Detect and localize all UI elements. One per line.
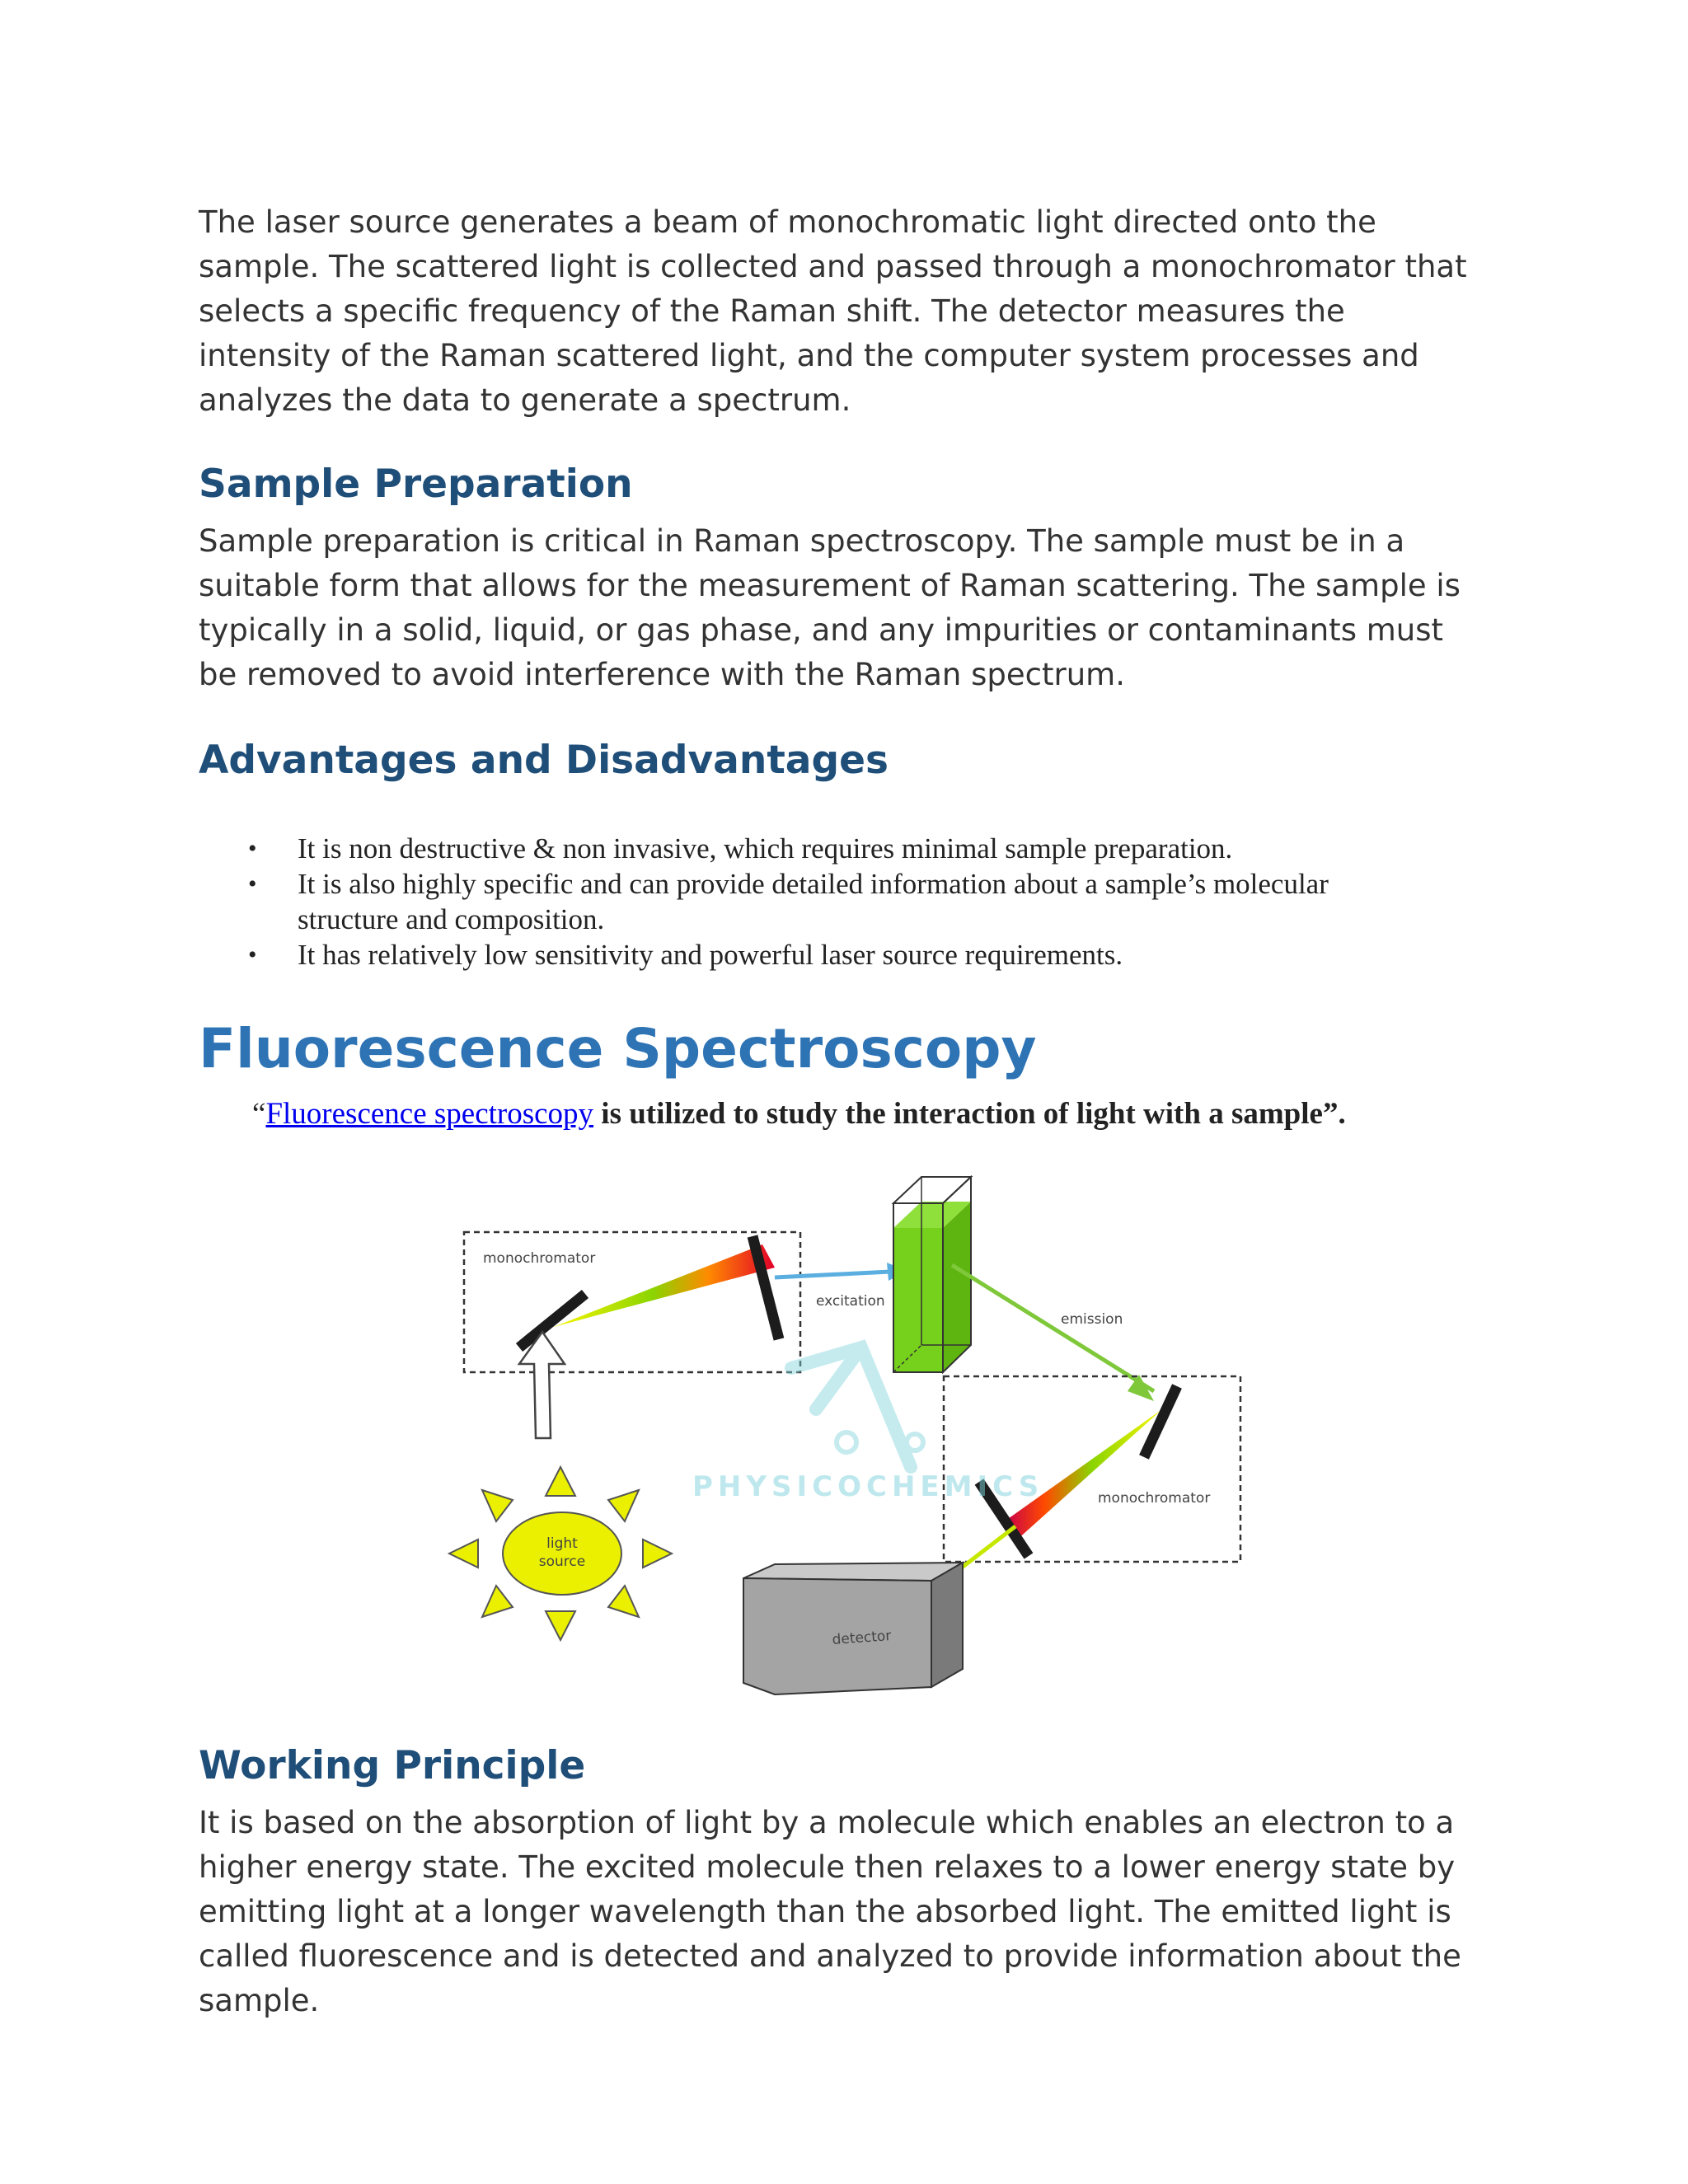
light-source-label-2: source — [538, 1554, 586, 1570]
intro-paragraph: The laser source generates a beam of monochromatic light directed onto the sample. The scattered light is collected and passed through a monochromator that selects a specific frequency of the Raman shift. The detector measures the intensity of the Raman scattered light, and the computer system processes and analyzes the data to generate a spectrum. — [199, 204, 1467, 418]
cuvette-icon — [893, 1177, 971, 1372]
sample-preparation-paragraph: Sample preparation is critical in Raman spectroscopy. The sample must be in a suitable form that allows for the measurement of Raman scattering. The sample is typically in a solid, liquid, or gas phase, and any impurities or contaminants must be removed to avoid interference with the Raman spectrum. — [199, 523, 1461, 692]
advantages-list — [199, 831, 1435, 972]
excitation-label: excitation — [816, 1293, 885, 1310]
bullet-icon: • — [248, 835, 257, 862]
fluorescence-spectroscopy-link[interactable]: Fluorescence spectroscopy — [265, 1097, 594, 1131]
quote-open-mark: “ — [252, 1097, 266, 1131]
monochromator-top-label: monochromator — [483, 1250, 596, 1267]
bullet-icon: • — [248, 870, 257, 898]
sample-preparation-heading: Sample Preparation — [199, 462, 633, 507]
advantages-heading: Advantages and Disadvantages — [199, 738, 889, 783]
list-item-text: It has relatively low sensitivity and powerful laser source requirements. — [298, 939, 1123, 971]
fluorescence-setup-diagram — [429, 1162, 1253, 1698]
working-principle-heading: Working Principle — [199, 1743, 586, 1788]
detector-icon — [743, 1563, 963, 1694]
quote-rest: is utilized to study the interaction of light with a sample”. — [593, 1097, 1346, 1131]
detector-label: detector — [831, 1628, 892, 1648]
fluorescence-quote — [252, 1096, 1346, 1132]
fluorescence-title: Fluorescence Spectroscopy — [199, 1017, 1037, 1080]
bullet-icon: • — [248, 941, 257, 968]
list-item-text: It is also highly specific and can provide detailed information about a sample’s molecular structure and composition. — [298, 868, 1329, 935]
emission-label: emission — [1061, 1311, 1123, 1328]
list-item-text: It is non destructive & non invasive, which requires minimal sample preparation. — [298, 832, 1233, 865]
light-source-label-1: light — [546, 1535, 578, 1552]
list-item — [199, 866, 1435, 937]
excitation-arrow — [775, 1272, 890, 1277]
working-principle-paragraph: It is based on the absorption of light by a molecule which enables an electron to a higher energy state. The excited molecule then relaxes to a lower energy state by emitting light at a longer wavelength than the absorbed light. The emitted light is called fluorescence and is detected and analyzed to provide information about the sample. — [199, 1805, 1461, 2018]
list-item — [199, 831, 1435, 866]
list-item — [199, 937, 1435, 972]
emission-arrow — [952, 1265, 1154, 1391]
monochromator-right-label: monochromator — [1098, 1490, 1211, 1507]
watermark-text: PHYSICOCHEMICS — [692, 1470, 1044, 1503]
